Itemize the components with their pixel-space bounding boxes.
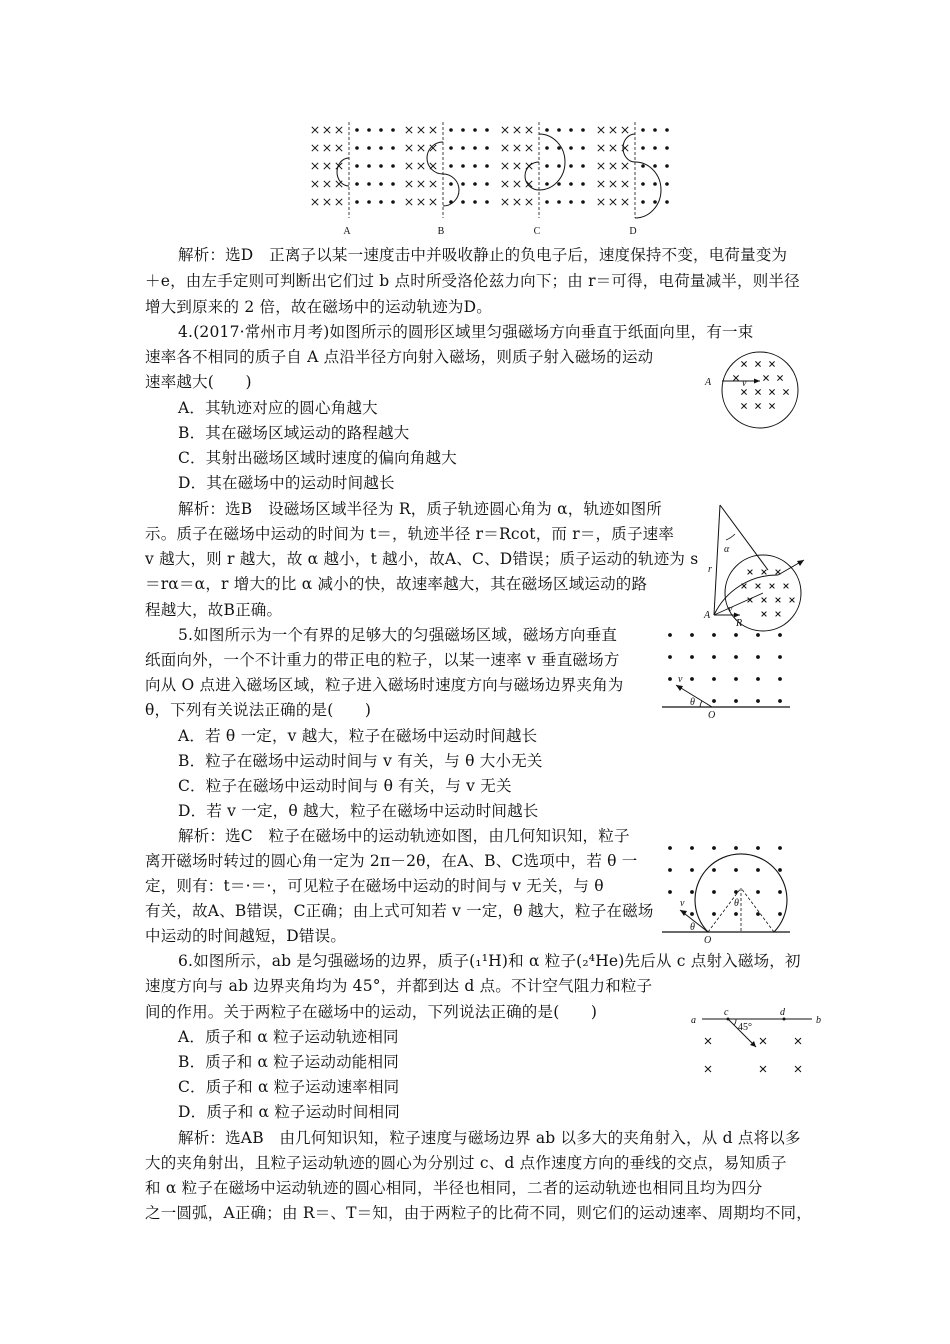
field-dot-mark <box>756 868 760 872</box>
question-5-option-a: A．若 θ 一定，v 越大，粒子在磁场中运动时间越长 <box>178 727 538 745</box>
field-cross-mark <box>324 199 330 205</box>
field-dot-mark <box>569 182 573 186</box>
field-cross-mark <box>324 127 330 133</box>
field-dot-mark <box>756 699 760 703</box>
fig5-o: O <box>708 710 716 720</box>
field-cross-mark <box>741 361 746 366</box>
field-dot-mark <box>461 164 465 168</box>
figure-q5-field-boundary <box>660 625 795 720</box>
field-cross-mark <box>622 199 628 205</box>
field-dot-mark <box>734 890 738 894</box>
question-4-line-3: 速率越大( ) <box>145 373 252 391</box>
field-dot-mark <box>653 182 657 186</box>
field-dot-mark <box>449 164 453 168</box>
field-cross-mark <box>755 403 760 408</box>
field-dot-mark <box>778 655 782 659</box>
field-dot-mark <box>557 200 561 204</box>
field-cross-mark <box>760 1038 766 1044</box>
field-cross-mark <box>324 181 330 187</box>
field-cross-mark <box>324 163 330 169</box>
question-4-line-1: 4.(2017·常州市月考)如图所示的圆形区域里匀强磁场方向垂直于纸面向里，有一束 <box>178 323 754 341</box>
question-5-line-1: 5.如图所示为一个有界的足够大的匀强磁场区域，磁场方向垂直 <box>178 626 618 644</box>
field-cross-mark <box>795 1038 801 1044</box>
field-dot-mark <box>712 655 716 659</box>
field-dot-mark <box>581 200 585 204</box>
field-cross-mark <box>526 145 532 151</box>
field-cross-mark <box>769 403 774 408</box>
field-dot-mark <box>734 868 738 872</box>
field-dot-mark <box>461 200 465 204</box>
field-cross-mark <box>776 570 781 575</box>
field-dot-mark <box>581 182 585 186</box>
solution-4-line-2: 示。质子在磁场中运动的时间为 t＝，轨迹半径 r＝Rcot，而 r＝，质子速率 <box>145 525 675 543</box>
question-4-line-2: 速率各不相同的质子自 A 点沿半径方向射入磁场，则质子射入磁场的运动 <box>145 348 654 366</box>
field-dot-mark <box>581 164 585 168</box>
solution-6-line-1: 解析：选AB 由几何知识知，粒子速度与磁场边界 ab 以多大的夹角射入，从 d 点将以多 <box>178 1129 801 1147</box>
field-dot-mark <box>734 846 738 850</box>
field-cross-mark <box>622 181 628 187</box>
field-dot-mark <box>653 200 657 204</box>
field-cross-mark <box>598 145 604 151</box>
field-cross-mark <box>336 145 342 151</box>
panel-2 <box>502 122 585 218</box>
field-cross-mark <box>418 163 424 169</box>
field-dot-mark <box>569 146 573 150</box>
field-cross-mark <box>514 199 520 205</box>
field-dot-mark <box>653 164 657 168</box>
field-dot-mark <box>473 182 477 186</box>
solution-6-line-4: 之一圆弧，A正确；由 R＝、T＝知，由于两粒子的比荷不同，则它们的运动速率、周期均不同， <box>145 1204 812 1222</box>
figure-q6-boundary <box>688 1005 828 1080</box>
field-dot-mark <box>778 890 782 894</box>
field-cross-mark <box>514 181 520 187</box>
field-dot-mark <box>557 128 561 132</box>
fig5s-theta-2: θ <box>734 898 739 909</box>
field-dot-mark <box>734 699 738 703</box>
field-dot-mark <box>391 146 395 150</box>
solution-5-line-4: 有关，故A、B错误，C正确；由上式可知若 v 一定，θ 越大，粒子在磁场 <box>145 902 654 920</box>
field-cross-mark <box>733 375 738 380</box>
field-dot-mark <box>379 182 383 186</box>
field-dot-mark <box>778 912 782 916</box>
field-cross-mark <box>610 145 616 151</box>
field-dot-mark <box>367 146 371 150</box>
field-cross-mark <box>312 145 318 151</box>
field-dot-mark <box>545 128 549 132</box>
fig6-d: d <box>780 1007 785 1018</box>
field-cross-mark <box>795 1066 801 1072</box>
field-dot-mark <box>461 182 465 186</box>
field-cross-mark <box>705 1038 711 1044</box>
field-cross-mark <box>406 163 412 169</box>
fig6-b: b <box>816 1015 821 1026</box>
field-dot-mark <box>367 182 371 186</box>
field-cross-mark <box>502 199 508 205</box>
field-cross-mark <box>705 1066 711 1072</box>
field-dot-mark <box>690 868 694 872</box>
field-dot-mark <box>712 846 716 850</box>
field-cross-mark <box>762 598 767 603</box>
field-dot-mark <box>449 146 453 150</box>
question-6-line-1: 6.如图所示，ab 是匀强磁场的边界，质子(₁¹H)和 α 粒子(₂⁴He)先后从 c 点射入磁场，初 <box>178 952 801 970</box>
field-dot-mark <box>665 128 669 132</box>
field-dot-mark <box>668 868 672 872</box>
field-cross-mark <box>770 584 775 589</box>
field-dot-mark <box>485 182 489 186</box>
field-cross-mark <box>418 181 424 187</box>
field-cross-mark <box>610 181 616 187</box>
question-5-option-c: C．粒子在磁场中运动时间与 θ 有关，与 v 无关 <box>178 777 512 795</box>
solution-6-line-3: 和 α 粒子在磁场中运动轨迹的圆心相同，半径也相同，二者的运动轨迹也相同且均为四分 <box>145 1179 763 1197</box>
field-dot-mark <box>668 677 672 681</box>
field-dot-mark <box>690 846 694 850</box>
field-dot-mark <box>641 182 645 186</box>
field-dot-mark <box>653 146 657 150</box>
field-dot-mark <box>569 200 573 204</box>
field-dot-mark <box>734 655 738 659</box>
question-6-option-a: A．质子和 α 粒子运动轨迹相同 <box>178 1028 399 1046</box>
field-cross-mark <box>763 375 768 380</box>
field-cross-mark <box>406 145 412 151</box>
field-cross-mark <box>598 163 604 169</box>
field-cross-mark <box>622 163 628 169</box>
field-dot-mark <box>449 128 453 132</box>
question-5-option-d: D．若 v 一定，θ 越大，粒子在磁场中运动时间越长 <box>178 802 539 820</box>
field-cross-mark <box>514 127 520 133</box>
field-dot-mark <box>734 677 738 681</box>
field-cross-mark <box>756 584 761 589</box>
field-dot-mark <box>641 200 645 204</box>
solution-4-line-5: 程越大，故B正确。 <box>145 601 283 619</box>
field-cross-mark <box>430 199 436 205</box>
field-cross-mark <box>336 181 342 187</box>
fig4-velocity: v <box>742 378 747 389</box>
field-dot-mark <box>367 164 371 168</box>
field-dot-mark <box>557 182 561 186</box>
field-cross-mark <box>741 389 746 394</box>
fig6-angle: 45° <box>738 1022 752 1033</box>
field-dot-mark <box>734 912 738 916</box>
fig-label-c: C <box>533 226 541 237</box>
field-cross-mark <box>324 145 330 151</box>
field-dot-mark <box>690 655 694 659</box>
field-cross-mark <box>406 127 412 133</box>
field-dot-mark <box>665 164 669 168</box>
field-dot-mark <box>778 699 782 703</box>
field-dot-mark <box>367 128 371 132</box>
field-cross-mark <box>502 127 508 133</box>
field-cross-mark <box>776 612 781 617</box>
field-cross-mark <box>610 199 616 205</box>
field-cross-mark <box>777 375 782 380</box>
field-dot-mark <box>545 200 549 204</box>
field-dot-mark <box>778 846 782 850</box>
field-cross-mark <box>769 361 774 366</box>
field-dot-mark <box>641 164 645 168</box>
solution-5-line-3: 定，则有：t＝·＝·，可见粒子在磁场中运动的时间与 v 无关，与 θ <box>145 877 604 895</box>
field-cross-mark <box>312 181 318 187</box>
panel-1 <box>406 122 489 218</box>
field-dot-mark <box>569 128 573 132</box>
question-6-option-d: D．质子和 α 粒子运动时间相同 <box>178 1103 400 1121</box>
field-dot-mark <box>461 146 465 150</box>
field-dot-mark <box>545 182 549 186</box>
fig4-point-a: A <box>705 377 712 388</box>
field-dot-mark <box>690 912 694 916</box>
field-dot-mark <box>712 699 716 703</box>
field-dot-mark <box>712 633 716 637</box>
field-cross-mark <box>741 403 746 408</box>
solution-3-line-3: 增大到原来的 2 倍，故在磁场中的运动轨迹为D。 <box>145 298 492 316</box>
field-dot-mark <box>545 164 549 168</box>
field-cross-mark <box>762 570 767 575</box>
field-cross-mark <box>598 127 604 133</box>
solution-5-line-5: 中运动的时间越短，D错误。 <box>145 927 347 945</box>
field-cross-mark <box>418 145 424 151</box>
solution-3-line-2: ＋e，由左手定则可判断出它们过 b 点时所受洛伦兹力向下；由 r＝可得，电荷量减半，则半径 <box>145 272 800 290</box>
field-dot-mark <box>756 890 760 894</box>
fig5s-theta-1: θ <box>690 922 695 933</box>
solution-5-line-1: 解析：选C 粒子在磁场中的运动轨迹如图，由几何知识知，粒子 <box>178 827 630 845</box>
field-dot-mark <box>391 200 395 204</box>
fig4s-r-big: R <box>736 618 743 629</box>
field-dot-mark <box>690 633 694 637</box>
question-4-option-d: D．其在磁场中的运动时间越长 <box>178 474 395 492</box>
field-dot-mark <box>756 846 760 850</box>
field-cross-mark <box>514 145 520 151</box>
field-dot-mark <box>485 146 489 150</box>
field-dot-mark <box>473 146 477 150</box>
field-dot-mark <box>391 128 395 132</box>
field-cross-mark <box>418 199 424 205</box>
field-cross-mark <box>526 199 532 205</box>
field-dot-mark <box>355 200 359 204</box>
field-dot-mark <box>690 677 694 681</box>
field-cross-mark <box>622 127 628 133</box>
field-dot-mark <box>473 128 477 132</box>
question-6-option-c: C．质子和 α 粒子运动速率相同 <box>178 1078 400 1096</box>
field-cross-mark <box>502 181 508 187</box>
field-dot-mark <box>367 200 371 204</box>
field-dot-mark <box>641 128 645 132</box>
field-dot-mark <box>712 912 716 916</box>
question-5-line-3: 向从 O 点进入磁场区域，粒子进入磁场时速度方向与磁场边界夹角为 <box>145 676 624 694</box>
field-dot-mark <box>449 182 453 186</box>
solution-4-line-4: ＝rα＝α，r 增大的比 α 减小的快，故速率越大，其在磁场区域运动的路 <box>145 575 648 593</box>
field-dot-mark <box>734 633 738 637</box>
field-cross-mark <box>598 181 604 187</box>
fig5s-v: v <box>680 898 685 909</box>
field-dot-mark <box>379 128 383 132</box>
field-cross-mark <box>430 181 436 187</box>
fig4s-alpha: α <box>724 544 730 555</box>
field-dot-mark <box>668 655 672 659</box>
question-4-option-c: C．其射出磁场区域时速度的偏向角越大 <box>178 449 457 467</box>
field-dot-mark <box>665 200 669 204</box>
question-6-line-2: 速度方向与 ab 边界夹角均为 45°，并都到达 d 点。不计空气阻力和粒子 <box>145 977 653 995</box>
field-dot-mark <box>778 868 782 872</box>
field-dot-mark <box>756 912 760 916</box>
figure-q4-circle-field <box>700 350 810 440</box>
field-dot-mark <box>473 164 477 168</box>
question-5-option-b: B．粒子在磁场中运动时间与 v 有关，与 θ 大小无关 <box>178 752 543 770</box>
fig5-v: v <box>678 674 683 685</box>
field-cross-mark <box>784 584 789 589</box>
fig6-c: c <box>724 1007 729 1018</box>
field-cross-mark <box>312 163 318 169</box>
field-cross-mark <box>312 127 318 133</box>
fig4s-v: v <box>728 604 733 615</box>
field-dot-mark <box>690 890 694 894</box>
field-dot-mark <box>485 200 489 204</box>
field-dot-mark <box>355 128 359 132</box>
solution-5-line-2: 离开磁场时转过的圆心角一定为 2π－2θ，在A、B、C选项中，若 θ 一 <box>145 852 638 870</box>
solution-3-line-1: 解析：选D 正离子以某一速度击中并吸收静止的负电子后，速度保持不变，电荷量变为 <box>178 246 788 264</box>
field-cross-mark <box>406 199 412 205</box>
field-cross-mark <box>336 199 342 205</box>
field-dot-mark <box>778 633 782 637</box>
trajectory-path <box>427 142 459 206</box>
field-dot-mark <box>545 146 549 150</box>
fig4s-r: r <box>708 564 712 575</box>
field-cross-mark <box>769 389 774 394</box>
field-cross-mark <box>598 199 604 205</box>
fig-label-b: B <box>437 226 445 237</box>
fig-label-a: A <box>343 226 351 237</box>
field-dot-mark <box>355 146 359 150</box>
field-cross-mark <box>790 598 795 603</box>
field-dot-mark <box>557 164 561 168</box>
field-dot-mark <box>581 146 585 150</box>
figure-q5-solution <box>660 828 795 946</box>
field-dot-mark <box>355 164 359 168</box>
field-dot-mark <box>756 677 760 681</box>
field-dot-mark <box>485 128 489 132</box>
solution-4-line-3: v 越大，则 r 越大，故 α 越小，t 越小，故A、C、D错误；质子运动的轨迹为 s <box>145 550 699 568</box>
field-dot-mark <box>668 846 672 850</box>
field-dot-mark <box>665 182 669 186</box>
field-dot-mark <box>712 677 716 681</box>
fig5-theta: θ <box>690 697 695 708</box>
figure-q4-solution <box>700 500 810 635</box>
field-cross-mark <box>502 163 508 169</box>
field-dot-mark <box>485 164 489 168</box>
field-cross-mark <box>610 163 616 169</box>
field-dot-mark <box>379 146 383 150</box>
field-dot-mark <box>653 128 657 132</box>
figure-trajectories-abcd <box>305 120 675 238</box>
question-5-line-4: θ，下列有关说法正确的是( ) <box>145 701 372 719</box>
field-dot-mark <box>355 182 359 186</box>
question-6-option-b: B．质子和 α 粒子运动动能相同 <box>178 1053 399 1071</box>
field-dot-mark <box>641 146 645 150</box>
field-dot-mark <box>665 146 669 150</box>
field-dot-mark <box>668 633 672 637</box>
field-dot-mark <box>756 633 760 637</box>
field-dot-mark <box>473 200 477 204</box>
fig5s-o: O <box>704 935 712 946</box>
field-cross-mark <box>762 612 767 617</box>
field-dot-mark <box>379 164 383 168</box>
field-cross-mark <box>742 584 747 589</box>
trajectory-path <box>337 158 349 186</box>
solution-6-line-2: 大的夹角射出，且粒子运动轨迹的圆心为分别过 c、d 点作速度方向的垂线的交点，易知质子 <box>145 1154 787 1172</box>
field-cross-mark <box>430 127 436 133</box>
fig4s-a: A <box>704 610 711 621</box>
field-dot-mark <box>581 128 585 132</box>
field-cross-mark <box>418 127 424 133</box>
question-5-line-2: 纸面向外，一个不计重力的带正电的粒子，以某一速率 v 垂直磁场方 <box>145 651 620 669</box>
field-dot-mark <box>756 655 760 659</box>
field-cross-mark <box>760 1066 766 1072</box>
panel-0 <box>312 122 395 218</box>
field-dot-mark <box>461 128 465 132</box>
fig6-a: a <box>691 1015 696 1026</box>
field-cross-mark <box>748 570 753 575</box>
field-cross-mark <box>406 181 412 187</box>
solution-4-line-1: 解析：选B 设磁场区域半径为 R，质子轨迹圆心角为 α，轨迹如图所 <box>178 500 662 518</box>
field-dot-mark <box>379 200 383 204</box>
field-dot-mark <box>391 182 395 186</box>
field-cross-mark <box>526 127 532 133</box>
field-cross-mark <box>514 163 520 169</box>
field-cross-mark <box>502 145 508 151</box>
field-cross-mark <box>776 598 781 603</box>
question-4-option-b: B．其在磁场区域运动的路程越大 <box>178 424 410 442</box>
field-cross-mark <box>755 389 760 394</box>
field-dot-mark <box>712 890 716 894</box>
field-dot-mark <box>712 868 716 872</box>
field-dot-mark <box>557 146 561 150</box>
question-6-line-3: 间的作用。关于两粒子在磁场中的运动，下列说法正确的是( ) <box>145 1003 598 1021</box>
field-cross-mark <box>610 127 616 133</box>
field-cross-mark <box>783 389 788 394</box>
field-cross-mark <box>336 127 342 133</box>
field-dot-mark <box>778 677 782 681</box>
field-dot-mark <box>391 164 395 168</box>
field-cross-mark <box>312 199 318 205</box>
panel-3 <box>598 122 675 218</box>
question-4-option-a: A．其轨迹对应的圆心角越大 <box>178 399 378 417</box>
fig-label-d: D <box>629 226 637 237</box>
field-dot-mark <box>569 164 573 168</box>
field-cross-mark <box>755 361 760 366</box>
field-dot-mark <box>668 890 672 894</box>
